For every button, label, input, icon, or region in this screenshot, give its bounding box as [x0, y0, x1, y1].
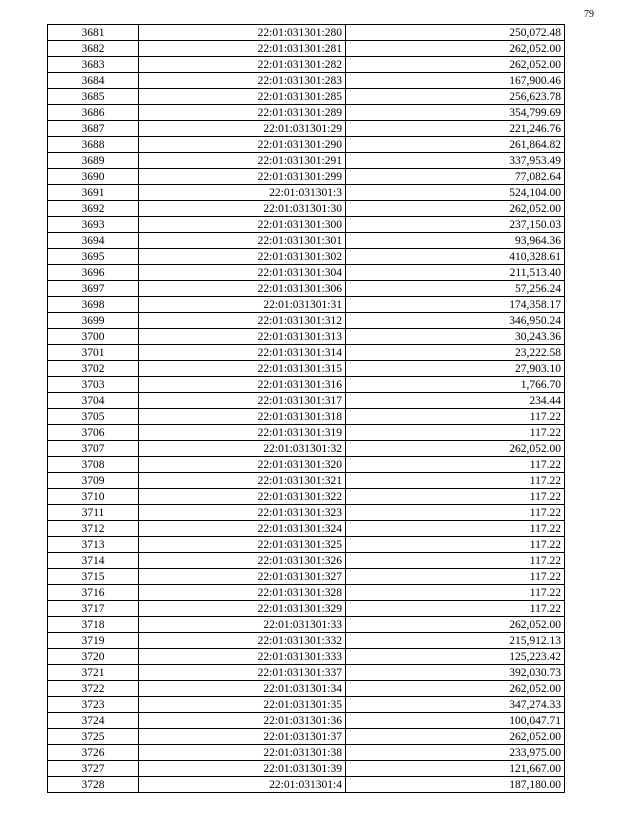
table-row — [48, 89, 565, 105]
value-cell: 117.22 — [346, 569, 565, 585]
row-number-cell: 3705 — [48, 409, 139, 425]
value-cell: 187,180.00 — [346, 777, 565, 793]
cadastral-number-cell: 22:01:031301:328 — [139, 585, 346, 601]
table-row — [48, 457, 565, 473]
table-row — [48, 425, 565, 441]
cadastral-number-cell: 22:01:031301:318 — [139, 409, 346, 425]
value-cell: 262,052.00 — [346, 729, 565, 745]
table-row — [48, 537, 565, 553]
value-cell: 125,223.42 — [346, 649, 565, 665]
value-cell: 117.22 — [346, 521, 565, 537]
value-cell: 167,900.46 — [346, 73, 565, 89]
table-row — [48, 505, 565, 521]
row-number-cell: 3710 — [48, 489, 139, 505]
value-cell: 221,246.76 — [346, 121, 565, 137]
table-row — [48, 553, 565, 569]
cadastral-number-cell: 22:01:031301:291 — [139, 153, 346, 169]
cadastral-value-table — [47, 24, 565, 793]
value-cell: 117.22 — [346, 409, 565, 425]
table-row — [48, 697, 565, 713]
value-cell: 121,667.00 — [346, 761, 565, 777]
row-number-cell: 3698 — [48, 297, 139, 313]
value-cell: 233,975.00 — [346, 745, 565, 761]
table-row — [48, 345, 565, 361]
cadastral-number-cell: 22:01:031301:33 — [139, 617, 346, 633]
cadastral-number-cell: 22:01:031301:300 — [139, 217, 346, 233]
table-row — [48, 585, 565, 601]
row-number-cell: 3717 — [48, 601, 139, 617]
row-number-cell: 3728 — [48, 777, 139, 793]
cadastral-number-cell: 22:01:031301:283 — [139, 73, 346, 89]
row-number-cell: 3690 — [48, 169, 139, 185]
row-number-cell: 3711 — [48, 505, 139, 521]
value-cell: 117.22 — [346, 489, 565, 505]
row-number-cell: 3709 — [48, 473, 139, 489]
cadastral-number-cell: 22:01:031301:39 — [139, 761, 346, 777]
table-row — [48, 473, 565, 489]
cadastral-number-cell: 22:01:031301:289 — [139, 105, 346, 121]
page-number: 79 — [584, 9, 594, 20]
cadastral-number-cell: 22:01:031301:316 — [139, 377, 346, 393]
row-number-cell: 3703 — [48, 377, 139, 393]
row-number-cell: 3681 — [48, 25, 139, 41]
row-number-cell: 3723 — [48, 697, 139, 713]
value-cell: 392,030.73 — [346, 665, 565, 681]
row-number-cell: 3718 — [48, 617, 139, 633]
value-cell: 174,358.17 — [346, 297, 565, 313]
row-number-cell: 3701 — [48, 345, 139, 361]
table-row — [48, 153, 565, 169]
value-cell: 237,150.03 — [346, 217, 565, 233]
cadastral-number-cell: 22:01:031301:306 — [139, 281, 346, 297]
cadastral-number-cell: 22:01:031301:323 — [139, 505, 346, 521]
value-cell: 117.22 — [346, 553, 565, 569]
table-row — [48, 409, 565, 425]
row-number-cell: 3693 — [48, 217, 139, 233]
table-row — [48, 713, 565, 729]
value-cell: 347,274.33 — [346, 697, 565, 713]
row-number-cell: 3682 — [48, 41, 139, 57]
row-number-cell: 3716 — [48, 585, 139, 601]
table-row — [48, 569, 565, 585]
cadastral-number-cell: 22:01:031301:32 — [139, 441, 346, 457]
value-cell: 262,052.00 — [346, 57, 565, 73]
value-cell: 524,104.00 — [346, 185, 565, 201]
cadastral-number-cell: 22:01:031301:322 — [139, 489, 346, 505]
value-cell: 100,047.71 — [346, 713, 565, 729]
value-cell: 93,964.36 — [346, 233, 565, 249]
cadastral-number-cell: 22:01:031301:326 — [139, 553, 346, 569]
row-number-cell: 3704 — [48, 393, 139, 409]
cadastral-number-cell: 22:01:031301:4 — [139, 777, 346, 793]
table-row — [48, 105, 565, 121]
cadastral-number-cell: 22:01:031301:327 — [139, 569, 346, 585]
cadastral-number-cell: 22:01:031301:332 — [139, 633, 346, 649]
row-number-cell: 3719 — [48, 633, 139, 649]
table-row — [48, 201, 565, 217]
row-number-cell: 3702 — [48, 361, 139, 377]
table-row — [48, 665, 565, 681]
row-number-cell: 3692 — [48, 201, 139, 217]
row-number-cell: 3688 — [48, 137, 139, 153]
cadastral-number-cell: 22:01:031301:312 — [139, 313, 346, 329]
table-row — [48, 185, 565, 201]
value-cell: 337,953.49 — [346, 153, 565, 169]
table-row — [48, 329, 565, 345]
row-number-cell: 3715 — [48, 569, 139, 585]
value-cell: 117.22 — [346, 505, 565, 521]
value-cell: 27,903.10 — [346, 361, 565, 377]
row-number-cell: 3724 — [48, 713, 139, 729]
cadastral-number-cell: 22:01:031301:31 — [139, 297, 346, 313]
row-number-cell: 3721 — [48, 665, 139, 681]
value-cell: 410,328.61 — [346, 249, 565, 265]
cadastral-number-cell: 22:01:031301:285 — [139, 89, 346, 105]
value-cell: 117.22 — [346, 601, 565, 617]
table-row — [48, 377, 565, 393]
cadastral-number-cell: 22:01:031301:282 — [139, 57, 346, 73]
table-row — [48, 233, 565, 249]
table-row — [48, 281, 565, 297]
table-row — [48, 681, 565, 697]
cadastral-number-cell: 22:01:031301:325 — [139, 537, 346, 553]
table-row — [48, 297, 565, 313]
table-row — [48, 633, 565, 649]
value-cell: 262,052.00 — [346, 617, 565, 633]
value-cell: 262,052.00 — [346, 681, 565, 697]
cadastral-number-cell: 22:01:031301:301 — [139, 233, 346, 249]
table-row — [48, 41, 565, 57]
table-row — [48, 313, 565, 329]
table-row — [48, 745, 565, 761]
cadastral-number-cell: 22:01:031301:329 — [139, 601, 346, 617]
cadastral-number-cell: 22:01:031301:35 — [139, 697, 346, 713]
table-row — [48, 57, 565, 73]
value-cell: 262,052.00 — [346, 201, 565, 217]
table-row — [48, 617, 565, 633]
table-row — [48, 601, 565, 617]
row-number-cell: 3687 — [48, 121, 139, 137]
value-cell: 30,243.36 — [346, 329, 565, 345]
value-cell: 57,256.24 — [346, 281, 565, 297]
row-number-cell: 3699 — [48, 313, 139, 329]
cadastral-number-cell: 22:01:031301:319 — [139, 425, 346, 441]
row-number-cell: 3727 — [48, 761, 139, 777]
row-number-cell: 3691 — [48, 185, 139, 201]
table-row — [48, 137, 565, 153]
cadastral-number-cell: 22:01:031301:304 — [139, 265, 346, 281]
value-cell: 211,513.40 — [346, 265, 565, 281]
cadastral-number-cell: 22:01:031301:321 — [139, 473, 346, 489]
row-number-cell: 3708 — [48, 457, 139, 473]
row-number-cell: 3685 — [48, 89, 139, 105]
cadastral-number-cell: 22:01:031301:36 — [139, 713, 346, 729]
table-row — [48, 217, 565, 233]
row-number-cell: 3722 — [48, 681, 139, 697]
value-cell: 262,052.00 — [346, 41, 565, 57]
row-number-cell: 3695 — [48, 249, 139, 265]
table-body — [48, 25, 565, 793]
cadastral-number-cell: 22:01:031301:30 — [139, 201, 346, 217]
table-row — [48, 249, 565, 265]
table-row — [48, 361, 565, 377]
row-number-cell: 3696 — [48, 265, 139, 281]
cadastral-number-cell: 22:01:031301:280 — [139, 25, 346, 41]
cadastral-number-cell: 22:01:031301:281 — [139, 41, 346, 57]
table-row — [48, 761, 565, 777]
row-number-cell: 3713 — [48, 537, 139, 553]
cadastral-number-cell: 22:01:031301:333 — [139, 649, 346, 665]
cadastral-number-cell: 22:01:031301:38 — [139, 745, 346, 761]
cadastral-number-cell: 22:01:031301:29 — [139, 121, 346, 137]
table-row — [48, 73, 565, 89]
value-cell: 117.22 — [346, 425, 565, 441]
cadastral-number-cell: 22:01:031301:314 — [139, 345, 346, 361]
cadastral-number-cell: 22:01:031301:37 — [139, 729, 346, 745]
value-cell: 117.22 — [346, 473, 565, 489]
table-row — [48, 265, 565, 281]
table-row — [48, 121, 565, 137]
cadastral-number-cell: 22:01:031301:337 — [139, 665, 346, 681]
cadastral-number-cell: 22:01:031301:3 — [139, 185, 346, 201]
value-cell: 234.44 — [346, 393, 565, 409]
cadastral-number-cell: 22:01:031301:315 — [139, 361, 346, 377]
row-number-cell: 3700 — [48, 329, 139, 345]
table-row — [48, 777, 565, 793]
cadastral-number-cell: 22:01:031301:299 — [139, 169, 346, 185]
table-row — [48, 521, 565, 537]
cadastral-number-cell: 22:01:031301:317 — [139, 393, 346, 409]
row-number-cell: 3720 — [48, 649, 139, 665]
cadastral-number-cell: 22:01:031301:320 — [139, 457, 346, 473]
value-cell: 77,082.64 — [346, 169, 565, 185]
row-number-cell: 3697 — [48, 281, 139, 297]
cadastral-number-cell: 22:01:031301:324 — [139, 521, 346, 537]
value-cell: 261,864.82 — [346, 137, 565, 153]
row-number-cell: 3707 — [48, 441, 139, 457]
cadastral-number-cell: 22:01:031301:302 — [139, 249, 346, 265]
value-cell: 1,766.70 — [346, 377, 565, 393]
cadastral-number-cell: 22:01:031301:290 — [139, 137, 346, 153]
cadastral-number-cell: 22:01:031301:34 — [139, 681, 346, 697]
row-number-cell: 3726 — [48, 745, 139, 761]
row-number-cell: 3712 — [48, 521, 139, 537]
row-number-cell: 3706 — [48, 425, 139, 441]
value-cell: 262,052.00 — [346, 441, 565, 457]
table-row — [48, 729, 565, 745]
table-row — [48, 25, 565, 41]
table-row — [48, 169, 565, 185]
table-row — [48, 489, 565, 505]
table-row — [48, 393, 565, 409]
row-number-cell: 3684 — [48, 73, 139, 89]
row-number-cell: 3714 — [48, 553, 139, 569]
value-cell: 117.22 — [346, 537, 565, 553]
value-cell: 23,222.58 — [346, 345, 565, 361]
value-cell: 256,623.78 — [346, 89, 565, 105]
row-number-cell: 3689 — [48, 153, 139, 169]
row-number-cell: 3694 — [48, 233, 139, 249]
row-number-cell: 3683 — [48, 57, 139, 73]
table-row — [48, 649, 565, 665]
value-cell: 215,912.13 — [346, 633, 565, 649]
row-number-cell: 3725 — [48, 729, 139, 745]
value-cell: 117.22 — [346, 585, 565, 601]
table-row — [48, 441, 565, 457]
row-number-cell: 3686 — [48, 105, 139, 121]
value-cell: 117.22 — [346, 457, 565, 473]
cadastral-number-cell: 22:01:031301:313 — [139, 329, 346, 345]
value-cell: 250,072.48 — [346, 25, 565, 41]
value-cell: 354,799.69 — [346, 105, 565, 121]
value-cell: 346,950.24 — [346, 313, 565, 329]
